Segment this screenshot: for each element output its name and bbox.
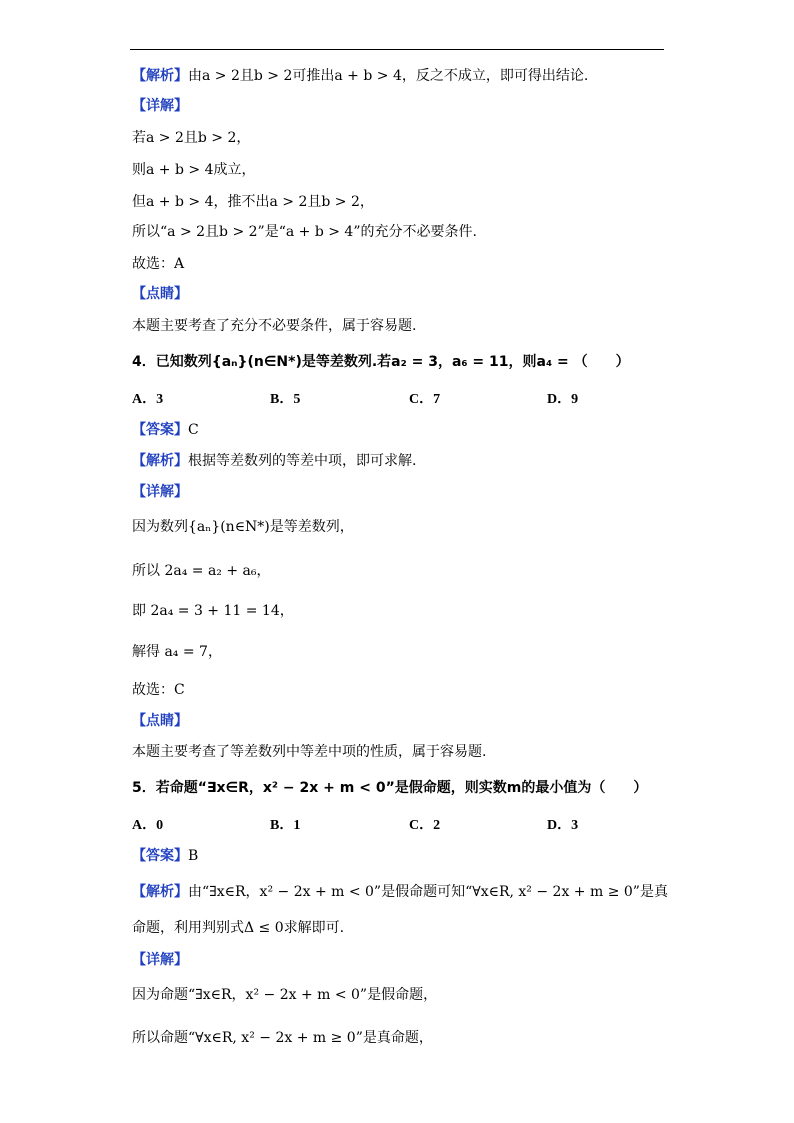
q4-option-b: B．5 bbox=[270, 392, 301, 407]
q4-answer: 【答案】C bbox=[132, 422, 199, 438]
q4-analysis: 【解析】根据等差数列的等差中项，即可求解. bbox=[132, 453, 417, 469]
header-rule bbox=[130, 49, 664, 50]
q4-detail-line: 因为数列{aₙ}(n∈N*)是等差数列， bbox=[132, 519, 354, 535]
q3-analysis: 【解析】由a > 2且b > 2可推出a + b > 4，反之不成立，即可得出结论. bbox=[132, 68, 589, 84]
q4-comment: 本题主要考查了等差数列中等差中项的性质，属于容易题. bbox=[132, 744, 487, 760]
q4-comment-tag: 【点睛】 bbox=[132, 713, 188, 729]
q4-detail-line: 即 2a₄ = 3 + 11 = 14， bbox=[132, 603, 294, 619]
q4-option-d: D．9 bbox=[547, 392, 579, 407]
q5-analysis: 【解析】由“∃x∈R，x² − 2x + m < 0”是假命题可知“∀x∈R, x² − 2x + m ≥ 0”是真 bbox=[132, 884, 668, 900]
q5-option-d: D．3 bbox=[547, 818, 579, 833]
q3-comment-tag: 【点睛】 bbox=[132, 286, 188, 302]
q5-answer: 【答案】B bbox=[132, 848, 199, 864]
q4-choice-line: 故选：C bbox=[132, 682, 185, 698]
q3-detail-line: 则a + b > 4成立， bbox=[132, 162, 256, 178]
q5-question: 5．若命题“∃x∈R，x² − 2x + m < 0”是假命题，则实数m的最小值为（ ） bbox=[132, 780, 648, 796]
q5-detail-tag: 【详解】 bbox=[132, 952, 188, 968]
q4-question: 4．已知数列{aₙ}(n∈N*)是等差数列.若a₂ = 3，a₆ = 11，则a₄ = （ ） bbox=[132, 354, 630, 370]
q3-choice-line: 故选：A bbox=[132, 256, 185, 272]
q3-detail-line: 若a > 2且b > 2， bbox=[132, 130, 251, 146]
q3-detail-line: 但a + b > 4，推不出a > 2且b > 2， bbox=[132, 194, 374, 210]
q4-detail-line: 所以 2a₄ = a₂ + a₆， bbox=[132, 563, 271, 579]
q4-option-a: A．3 bbox=[132, 392, 164, 407]
analysis-tag: 【解析】 bbox=[132, 68, 188, 84]
q5-detail-line: 所以命题“∀x∈R, x² − 2x + m ≥ 0”是真命题， bbox=[132, 1030, 433, 1046]
q5-option-a: A．0 bbox=[132, 818, 164, 833]
q5-option-b: B．1 bbox=[270, 818, 301, 833]
q4-detail-tag: 【详解】 bbox=[132, 484, 188, 500]
q4-detail-line: 解得 a₄ = 7， bbox=[132, 644, 222, 660]
q3-detail-line: 所以“a > 2且b > 2”是“a + b > 4”的充分不必要条件. bbox=[132, 224, 477, 240]
q3-detail-tag: 【详解】 bbox=[132, 98, 188, 114]
q5-option-c: C．2 bbox=[409, 818, 441, 833]
q5-analysis-cont: 命题，利用判别式Δ ≤ 0求解即可. bbox=[132, 920, 345, 936]
q5-detail-line: 因为命题“∃x∈R，x² − 2x + m < 0”是假命题， bbox=[132, 987, 438, 1003]
q3-comment: 本题主要考查了充分不必要条件，属于容易题. bbox=[132, 318, 417, 334]
q4-option-c: C．7 bbox=[409, 392, 441, 407]
